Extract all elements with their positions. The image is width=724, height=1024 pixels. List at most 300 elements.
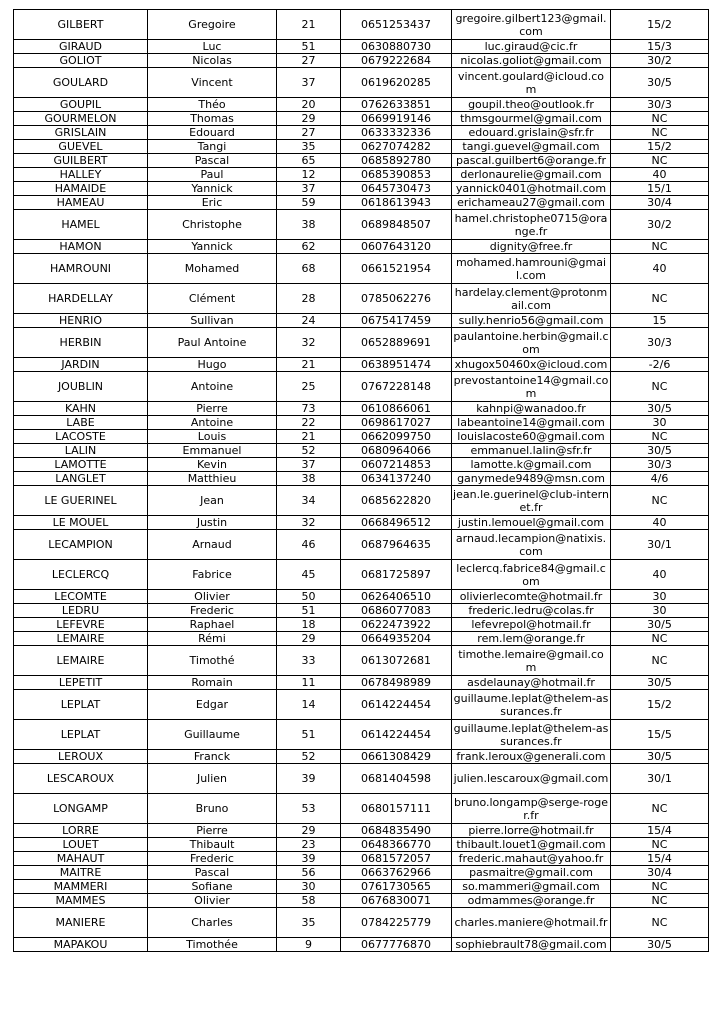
age-cell: 73 xyxy=(277,402,341,416)
table-row xyxy=(14,314,709,328)
last-name-cell: HAMROUNI xyxy=(14,254,148,284)
last-name-cell: MAMMES xyxy=(14,894,148,908)
ranking-cell: 30/3 xyxy=(611,458,709,472)
age-cell: 29 xyxy=(277,632,341,646)
age-cell: 52 xyxy=(277,750,341,764)
age-cell: 34 xyxy=(277,486,341,516)
table-row xyxy=(14,720,709,750)
ranking-cell: 15/1 xyxy=(611,182,709,196)
first-name-cell: Hugo xyxy=(148,358,277,372)
age-cell: 52 xyxy=(277,444,341,458)
email-cell: lefevrepol@hotmail.fr xyxy=(452,618,611,632)
last-name-cell: LECLERCQ xyxy=(14,560,148,590)
phone-cell: 0613072681 xyxy=(341,646,452,676)
first-name-cell: Timothé xyxy=(148,646,277,676)
phone-cell: 0680964066 xyxy=(341,444,452,458)
email-cell: vincent.goulard@icloud.com xyxy=(452,68,611,98)
table-row xyxy=(14,838,709,852)
email-cell: lamotte.k@gmail.com xyxy=(452,458,611,472)
age-cell: 37 xyxy=(277,68,341,98)
ranking-cell: NC xyxy=(611,908,709,938)
phone-cell: 0663762966 xyxy=(341,866,452,880)
phone-cell: 0767228148 xyxy=(341,372,452,402)
phone-cell: 0677776870 xyxy=(341,938,452,952)
phone-cell: 0619620285 xyxy=(341,68,452,98)
first-name-cell: Justin xyxy=(148,516,277,530)
table-row xyxy=(14,168,709,182)
email-cell: goupil.theo@outlook.fr xyxy=(452,98,611,112)
last-name-cell: JARDIN xyxy=(14,358,148,372)
email-cell: jean.le.guerinel@club-internet.fr xyxy=(453,487,609,514)
first-name-cell: Théo xyxy=(148,98,277,112)
table-row xyxy=(14,530,709,560)
email-cell: dignity@free.fr xyxy=(452,240,611,254)
ranking-cell: 40 xyxy=(611,516,709,530)
email-cell: so.mammeri@gmail.com xyxy=(452,880,611,894)
age-cell: 23 xyxy=(277,838,341,852)
email-cell: labeantoine14@gmail.com xyxy=(452,416,611,430)
age-cell: 30 xyxy=(277,880,341,894)
email-cell: frederic.ledru@colas.fr xyxy=(452,604,611,618)
last-name-cell: HARDELLAY xyxy=(14,284,148,314)
ranking-cell: 4/6 xyxy=(611,472,709,486)
email-cell: emmanuel.lalin@sfr.fr xyxy=(452,444,611,458)
table-row xyxy=(14,240,709,254)
table-row xyxy=(14,880,709,894)
email-cell: mohamed.hamrouni@gmail.com xyxy=(452,254,611,284)
email-cell: yannick0401@hotmail.com xyxy=(452,182,611,196)
ranking-cell: 30 xyxy=(611,416,709,430)
phone-cell: 0761730565 xyxy=(341,880,452,894)
ranking-cell: 30/3 xyxy=(611,98,709,112)
ranking-cell: 30/2 xyxy=(611,210,709,240)
first-name-cell: Raphael xyxy=(148,618,277,632)
last-name-cell: LEDRU xyxy=(14,604,148,618)
phone-cell: 0687964635 xyxy=(341,530,452,560)
last-name-cell: HAMAIDE xyxy=(14,182,148,196)
first-name-cell: Emmanuel xyxy=(148,444,277,458)
table-row xyxy=(14,676,709,690)
phone-cell: 0622473922 xyxy=(341,618,452,632)
email-cell: tangi.guevel@gmail.com xyxy=(452,140,611,154)
table-row xyxy=(14,154,709,168)
age-cell: 37 xyxy=(277,182,341,196)
ranking-cell: NC xyxy=(611,646,709,676)
table-row xyxy=(14,458,709,472)
first-name-cell: Vincent xyxy=(148,68,277,98)
phone-cell: 0675417459 xyxy=(341,314,452,328)
age-cell: 45 xyxy=(277,560,341,590)
last-name-cell: GOURMELON xyxy=(14,112,148,126)
first-name-cell: Thibault xyxy=(148,838,277,852)
age-cell: 20 xyxy=(277,98,341,112)
table-row xyxy=(14,328,709,358)
phone-cell: 0676830071 xyxy=(341,894,452,908)
last-name-cell: GILBERT xyxy=(14,10,148,40)
last-name-cell: LEMAIRE xyxy=(14,632,148,646)
table-row xyxy=(14,560,709,590)
phone-cell: 0652889691 xyxy=(341,328,452,358)
phone-cell: 0664935204 xyxy=(341,632,452,646)
table-row xyxy=(14,618,709,632)
first-name-cell: Edouard xyxy=(148,126,277,140)
table-row xyxy=(14,472,709,486)
last-name-cell: HAMEL xyxy=(14,210,148,240)
email-cell: odmammes@orange.fr xyxy=(452,894,611,908)
ranking-cell: NC xyxy=(611,838,709,852)
age-cell: 38 xyxy=(277,210,341,240)
email-cell: louislacoste60@gmail.com xyxy=(452,430,611,444)
ranking-cell: 30/5 xyxy=(611,68,709,98)
table-row xyxy=(14,40,709,54)
email-cell: ganymede9489@msn.com xyxy=(452,472,611,486)
ranking-cell: 15/2 xyxy=(611,690,709,720)
email-cell: thmsgourmel@gmail.com xyxy=(452,112,611,126)
ranking-cell: 30/2 xyxy=(611,54,709,68)
first-name-cell: Olivier xyxy=(148,894,277,908)
phone-cell: 0610866061 xyxy=(341,402,452,416)
ranking-cell: 30 xyxy=(611,604,709,618)
age-cell: 28 xyxy=(277,284,341,314)
email-cell: nicolas.goliot@gmail.com xyxy=(452,54,611,68)
age-cell: 62 xyxy=(277,240,341,254)
phone-cell: 0681725897 xyxy=(341,560,452,590)
first-name-cell: Matthieu xyxy=(148,472,277,486)
phone-cell: 0661521954 xyxy=(341,254,452,284)
email-cell: guillaume.leplat@thelem-assurances.fr xyxy=(452,690,611,720)
phone-cell: 0661308429 xyxy=(341,750,452,764)
last-name-cell: LONGAMP xyxy=(14,794,148,824)
table-row xyxy=(14,604,709,618)
age-cell: 38 xyxy=(277,472,341,486)
last-name-cell: KAHN xyxy=(14,402,148,416)
first-name-cell: Luc xyxy=(148,40,277,54)
last-name-cell: LAMOTTE xyxy=(14,458,148,472)
ranking-cell: NC xyxy=(611,112,709,126)
phone-cell: 0626406510 xyxy=(341,590,452,604)
last-name-cell: LE MOUEL xyxy=(14,516,148,530)
ranking-cell: NC xyxy=(611,486,709,516)
phone-cell: 0630880730 xyxy=(341,40,452,54)
last-name-cell: GUILBERT xyxy=(14,154,148,168)
email-cell: bruno.longamp@serge-roger.fr xyxy=(452,794,611,824)
ranking-cell: 30/1 xyxy=(611,530,709,560)
table-row xyxy=(14,402,709,416)
age-cell: 33 xyxy=(277,646,341,676)
email-cell: derlonaurelie@gmail.com xyxy=(452,168,611,182)
last-name-cell: HAMEAU xyxy=(14,196,148,210)
last-name-cell: LORRE xyxy=(14,824,148,838)
first-name-cell: Pascal xyxy=(148,866,277,880)
email-cell: gregoire.gilbert123@gmail.com xyxy=(452,10,611,40)
ranking-cell: 15/4 xyxy=(611,852,709,866)
last-name-cell: GOULARD xyxy=(14,68,148,98)
phone-cell: 0698617027 xyxy=(341,416,452,430)
ranking-cell: NC xyxy=(611,240,709,254)
phone-cell: 0689848507 xyxy=(341,210,452,240)
table-row xyxy=(14,68,709,98)
table-row xyxy=(14,866,709,880)
first-name-cell: Olivier xyxy=(148,590,277,604)
phone-cell: 0685390853 xyxy=(341,168,452,182)
last-name-cell: LEPETIT xyxy=(14,676,148,690)
email-cell: sully.henrio56@gmail.com xyxy=(452,314,611,328)
phone-cell: 0685892780 xyxy=(341,154,452,168)
phone-cell: 0685622820 xyxy=(341,486,452,516)
ranking-cell: 30/5 xyxy=(611,938,709,952)
first-name-cell: Louis xyxy=(148,430,277,444)
ranking-cell: 15 xyxy=(611,314,709,328)
age-cell: 56 xyxy=(277,866,341,880)
first-name-cell: Pierre xyxy=(148,824,277,838)
email-cell: luc.giraud@cic.fr xyxy=(452,40,611,54)
ranking-cell: 30 xyxy=(611,590,709,604)
first-name-cell: Gregoire xyxy=(148,10,277,40)
table-row xyxy=(14,894,709,908)
last-name-cell: HALLEY xyxy=(14,168,148,182)
ranking-cell: 30/5 xyxy=(611,402,709,416)
table-row xyxy=(14,210,709,240)
phone-cell: 0678498989 xyxy=(341,676,452,690)
ranking-cell: NC xyxy=(611,154,709,168)
phone-cell: 0645730473 xyxy=(341,182,452,196)
table-row xyxy=(14,938,709,952)
last-name-cell: GOUPIL xyxy=(14,98,148,112)
last-name-cell: HENRIO xyxy=(14,314,148,328)
phone-cell: 0785062276 xyxy=(341,284,452,314)
last-name-cell: MANIERE xyxy=(14,908,148,938)
phone-cell: 0618613943 xyxy=(341,196,452,210)
age-cell: 68 xyxy=(277,254,341,284)
ranking-cell: 30/5 xyxy=(611,750,709,764)
phone-cell: 0614224454 xyxy=(341,720,452,750)
first-name-cell: Eric xyxy=(148,196,277,210)
age-cell: 25 xyxy=(277,372,341,402)
table-row xyxy=(14,54,709,68)
first-name-cell: Rémi xyxy=(148,632,277,646)
last-name-cell: LACOSTE xyxy=(14,430,148,444)
email-cell: erichameau27@gmail.com xyxy=(452,196,611,210)
first-name-cell: Antoine xyxy=(148,416,277,430)
last-name-cell: MAPAKOU xyxy=(14,938,148,952)
ranking-cell: 40 xyxy=(611,168,709,182)
ranking-cell: 40 xyxy=(611,560,709,590)
phone-cell: 0669919146 xyxy=(341,112,452,126)
last-name-cell: HAMON xyxy=(14,240,148,254)
table-row xyxy=(14,430,709,444)
phone-cell: 0607214853 xyxy=(341,458,452,472)
last-name-cell: LANGLET xyxy=(14,472,148,486)
phone-cell: 0651253437 xyxy=(341,10,452,40)
first-name-cell: Frederic xyxy=(148,852,277,866)
age-cell: 50 xyxy=(277,590,341,604)
table-row xyxy=(14,284,709,314)
email-cell: pascal.guilbert6@orange.fr xyxy=(452,154,611,168)
first-name-cell: Edgar xyxy=(148,690,277,720)
phone-cell: 0679222684 xyxy=(341,54,452,68)
table-row xyxy=(14,358,709,372)
ranking-cell: 15/2 xyxy=(611,10,709,40)
first-name-cell: Fabrice xyxy=(148,560,277,590)
ranking-cell: 30/1 xyxy=(611,764,709,794)
age-cell: 21 xyxy=(277,10,341,40)
first-name-cell: Sullivan xyxy=(148,314,277,328)
phone-cell: 0680157111 xyxy=(341,794,452,824)
ranking-cell: NC xyxy=(611,284,709,314)
ranking-cell: 30/4 xyxy=(611,196,709,210)
age-cell: 14 xyxy=(277,690,341,720)
ranking-cell: 40 xyxy=(611,254,709,284)
age-cell: 58 xyxy=(277,894,341,908)
email-cell: charles.maniere@hotmail.fr xyxy=(452,908,611,938)
phone-cell: 0662099750 xyxy=(341,430,452,444)
phone-cell: 0648366770 xyxy=(341,838,452,852)
table-row xyxy=(14,112,709,126)
email-cell: justin.lemouel@gmail.com xyxy=(452,516,611,530)
first-name-cell: Tangi xyxy=(148,140,277,154)
first-name-cell: Yannick xyxy=(148,182,277,196)
age-cell: 59 xyxy=(277,196,341,210)
ranking-cell: 15/3 xyxy=(611,40,709,54)
age-cell: 51 xyxy=(277,40,341,54)
first-name-cell: Sofiane xyxy=(148,880,277,894)
email-cell: pasmaitre@gmail.com xyxy=(452,866,611,880)
phone-cell: 0784225779 xyxy=(341,908,452,938)
phone-cell: 0668496512 xyxy=(341,516,452,530)
age-cell: 37 xyxy=(277,458,341,472)
phone-cell: 0686077083 xyxy=(341,604,452,618)
first-name-cell: Guillaume xyxy=(148,720,277,750)
age-cell: 46 xyxy=(277,530,341,560)
age-cell: 21 xyxy=(277,430,341,444)
age-cell: 29 xyxy=(277,112,341,126)
ranking-cell: NC xyxy=(611,632,709,646)
phone-cell: 0684835490 xyxy=(341,824,452,838)
ranking-cell: 15/4 xyxy=(611,824,709,838)
age-cell: 27 xyxy=(277,126,341,140)
first-name-cell: Christophe xyxy=(148,210,277,240)
first-name-cell: Julien xyxy=(148,764,277,794)
last-name-cell: GOLIOT xyxy=(14,54,148,68)
age-cell: 21 xyxy=(277,358,341,372)
phone-cell: 0638951474 xyxy=(341,358,452,372)
table-row xyxy=(14,646,709,676)
ranking-cell: NC xyxy=(611,880,709,894)
first-name-cell: Bruno xyxy=(148,794,277,824)
email-cell: pierre.lorre@hotmail.fr xyxy=(452,824,611,838)
ranking-cell: 30/5 xyxy=(611,676,709,690)
last-name-cell: LEFEVRE xyxy=(14,618,148,632)
age-cell: 39 xyxy=(277,764,341,794)
age-cell: 51 xyxy=(277,720,341,750)
ranking-cell: 30/3 xyxy=(611,328,709,358)
ranking-cell: NC xyxy=(611,430,709,444)
phone-cell: 0633332336 xyxy=(341,126,452,140)
phone-cell: 0634137240 xyxy=(341,472,452,486)
last-name-cell: LEMAIRE xyxy=(14,646,148,676)
first-name-cell: Pierre xyxy=(148,402,277,416)
table-row xyxy=(14,126,709,140)
last-name-cell: GUEVEL xyxy=(14,140,148,154)
email-cell: paulantoine.herbin@gmail.com xyxy=(453,329,609,356)
age-cell: 12 xyxy=(277,168,341,182)
first-name-cell: Romain xyxy=(148,676,277,690)
email-cell: frederic.mahaut@yahoo.fr xyxy=(452,852,611,866)
last-name-cell: LEPLAT xyxy=(14,720,148,750)
phone-cell: 0762633851 xyxy=(341,98,452,112)
first-name-cell: Paul xyxy=(148,168,277,182)
first-name-cell: Yannick xyxy=(148,240,277,254)
email-cell: xhugox50460x@icloud.com xyxy=(452,358,611,372)
first-name-cell: Jean xyxy=(148,486,277,516)
age-cell: 24 xyxy=(277,314,341,328)
last-name-cell: GRISLAIN xyxy=(14,126,148,140)
ranking-cell: NC xyxy=(611,894,709,908)
table-body xyxy=(14,10,709,952)
ranking-cell: 15/5 xyxy=(611,720,709,750)
first-name-cell: Timothée xyxy=(148,938,277,952)
last-name-cell: MAITRE xyxy=(14,866,148,880)
table-row xyxy=(14,590,709,604)
first-name-cell: Paul Antoine xyxy=(148,328,277,358)
age-cell: 27 xyxy=(277,54,341,68)
table-row xyxy=(14,852,709,866)
ranking-cell: 30/4 xyxy=(611,866,709,880)
ranking-cell: NC xyxy=(611,372,709,402)
first-name-cell: Pascal xyxy=(148,154,277,168)
table-row xyxy=(14,690,709,720)
email-cell: guillaume.leplat@thelem-assurances.fr xyxy=(452,720,611,750)
email-cell: leclercq.fabrice84@gmail.com xyxy=(452,560,611,590)
first-name-cell: Mohamed xyxy=(148,254,277,284)
email-cell: asdelaunay@hotmail.fr xyxy=(452,676,611,690)
first-name-cell: Clément xyxy=(148,284,277,314)
age-cell: 35 xyxy=(277,908,341,938)
table-row xyxy=(14,196,709,210)
ranking-cell: -2/6 xyxy=(611,358,709,372)
last-name-cell: JOUBLIN xyxy=(14,372,148,402)
first-name-cell: Frederic xyxy=(148,604,277,618)
last-name-cell: LOUET xyxy=(14,838,148,852)
ranking-cell: NC xyxy=(611,794,709,824)
email-cell: hamel.christophe0715@orange.fr xyxy=(452,210,611,240)
table-row xyxy=(14,516,709,530)
email-cell: kahnpi@wanadoo.fr xyxy=(452,402,611,416)
email-cell: thibault.louet1@gmail.com xyxy=(452,838,611,852)
last-name-cell: LESCAROUX xyxy=(14,764,148,794)
table-row xyxy=(14,750,709,764)
age-cell: 9 xyxy=(277,938,341,952)
table-row xyxy=(14,908,709,938)
table-row xyxy=(14,372,709,402)
age-cell: 18 xyxy=(277,618,341,632)
age-cell: 29 xyxy=(277,824,341,838)
table-row xyxy=(14,444,709,458)
phone-cell: 0627074282 xyxy=(341,140,452,154)
email-cell: frank.leroux@generali.com xyxy=(452,750,611,764)
age-cell: 11 xyxy=(277,676,341,690)
age-cell: 22 xyxy=(277,416,341,430)
age-cell: 51 xyxy=(277,604,341,618)
table-row xyxy=(14,182,709,196)
first-name-cell: Charles xyxy=(148,908,277,938)
first-name-cell: Franck xyxy=(148,750,277,764)
table-row xyxy=(14,632,709,646)
age-cell: 35 xyxy=(277,140,341,154)
email-cell: julien.lescaroux@gmail.com xyxy=(452,764,611,794)
ranking-cell: 30/5 xyxy=(611,618,709,632)
ranking-cell: 30/5 xyxy=(611,444,709,458)
